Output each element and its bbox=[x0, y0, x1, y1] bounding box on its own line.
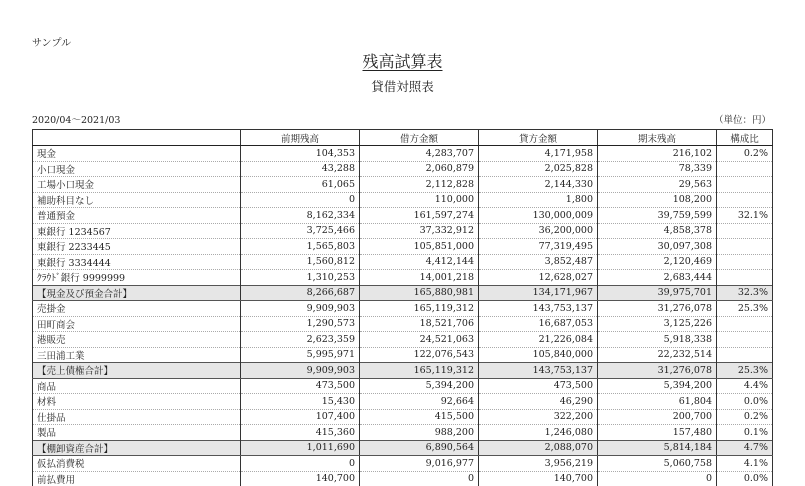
credit-cell: 140,700 bbox=[479, 471, 598, 486]
debit-cell: 24,521,063 bbox=[360, 332, 479, 348]
opening-balance-cell: 8,266,687 bbox=[241, 285, 360, 301]
closing-balance-cell: 39,975,701 bbox=[598, 285, 717, 301]
debit-cell: 0 bbox=[360, 471, 479, 486]
ratio-cell: 0.0% bbox=[717, 394, 773, 410]
account-name: 補助科目なし bbox=[33, 192, 241, 208]
closing-balance-cell: 61,804 bbox=[598, 394, 717, 410]
account-name: 工場小口現金 bbox=[33, 177, 241, 193]
col-header-closing-balance: 期末残高 bbox=[598, 130, 717, 146]
table-row bbox=[33, 394, 773, 410]
account-name: 【棚卸資産合計】 bbox=[33, 440, 241, 456]
closing-balance-cell: 5,918,338 bbox=[598, 332, 717, 348]
ratio-cell bbox=[717, 270, 773, 286]
credit-cell: 12,628,027 bbox=[479, 270, 598, 286]
account-name: 【売上債権合計】 bbox=[33, 363, 241, 379]
account-name: 小口現金 bbox=[33, 161, 241, 177]
closing-balance-cell: 31,276,078 bbox=[598, 363, 717, 379]
debit-cell: 165,119,312 bbox=[360, 301, 479, 317]
table-row bbox=[33, 146, 773, 162]
account-name: 港販売 bbox=[33, 332, 241, 348]
opening-balance-cell: 1,011,690 bbox=[241, 440, 360, 456]
credit-cell: 46,290 bbox=[479, 394, 598, 410]
credit-cell: 134,171,967 bbox=[479, 285, 598, 301]
report-subtitle: 貸借対照表 bbox=[0, 77, 805, 95]
ratio-cell bbox=[717, 177, 773, 193]
closing-balance-cell: 29,563 bbox=[598, 177, 717, 193]
opening-balance-cell: 1,290,573 bbox=[241, 316, 360, 332]
table-body bbox=[33, 146, 773, 486]
table-row bbox=[33, 425, 773, 441]
debit-cell: 14,001,218 bbox=[360, 270, 479, 286]
account-name: 東銀行 3334444 bbox=[33, 254, 241, 270]
ratio-cell: 0.0% bbox=[717, 471, 773, 486]
ratio-cell: 4.7% bbox=[717, 440, 773, 456]
ratio-cell bbox=[717, 223, 773, 239]
credit-cell: 4,171,958 bbox=[479, 146, 598, 162]
opening-balance-cell: 0 bbox=[241, 192, 360, 208]
col-header-account bbox=[33, 130, 241, 146]
debit-cell: 2,112,828 bbox=[360, 177, 479, 193]
debit-cell: 110,000 bbox=[360, 192, 479, 208]
table-row-subtotal bbox=[33, 285, 773, 301]
account-name: 東銀行 1234567 bbox=[33, 223, 241, 239]
table-row bbox=[33, 239, 773, 255]
table-row bbox=[33, 223, 773, 239]
table-row bbox=[33, 301, 773, 317]
table-header bbox=[33, 130, 773, 146]
credit-cell: 1,246,080 bbox=[479, 425, 598, 441]
debit-cell: 122,076,543 bbox=[360, 347, 479, 363]
table-row bbox=[33, 456, 773, 472]
closing-balance-cell: 2,120,469 bbox=[598, 254, 717, 270]
debit-cell: 161,597,274 bbox=[360, 208, 479, 224]
closing-balance-cell: 22,232,514 bbox=[598, 347, 717, 363]
ratio-cell: 0.2% bbox=[717, 146, 773, 162]
credit-cell: 105,840,000 bbox=[479, 347, 598, 363]
credit-cell: 16,687,053 bbox=[479, 316, 598, 332]
closing-balance-cell: 216,102 bbox=[598, 146, 717, 162]
credit-cell: 2,025,828 bbox=[479, 161, 598, 177]
ratio-cell bbox=[717, 332, 773, 348]
debit-cell: 37,332,912 bbox=[360, 223, 479, 239]
opening-balance-cell: 140,700 bbox=[241, 471, 360, 486]
credit-cell: 3,956,219 bbox=[479, 456, 598, 472]
credit-cell: 143,753,137 bbox=[479, 301, 598, 317]
ratio-cell: 25.3% bbox=[717, 301, 773, 317]
closing-balance-cell: 31,276,078 bbox=[598, 301, 717, 317]
report-period: 2020/04～2021/03 bbox=[32, 112, 120, 126]
credit-cell: 2,088,070 bbox=[479, 440, 598, 456]
debit-cell: 165,119,312 bbox=[360, 363, 479, 379]
closing-balance-cell: 5,060,758 bbox=[598, 456, 717, 472]
ratio-cell: 0.1% bbox=[717, 425, 773, 441]
table-row bbox=[33, 347, 773, 363]
ratio-cell bbox=[717, 316, 773, 332]
account-name: 製品 bbox=[33, 425, 241, 441]
company-name: サンプル bbox=[32, 34, 71, 49]
opening-balance-cell: 107,400 bbox=[241, 409, 360, 425]
account-name: 仕掛品 bbox=[33, 409, 241, 425]
debit-cell: 4,283,707 bbox=[360, 146, 479, 162]
closing-balance-cell: 5,814,184 bbox=[598, 440, 717, 456]
col-header-debit: 借方金額 bbox=[360, 130, 479, 146]
opening-balance-cell: 9,909,903 bbox=[241, 301, 360, 317]
account-name: 東銀行 2233445 bbox=[33, 239, 241, 255]
debit-cell: 988,200 bbox=[360, 425, 479, 441]
opening-balance-cell: 473,500 bbox=[241, 378, 360, 394]
account-name: 【現金及び預金合計】 bbox=[33, 285, 241, 301]
ratio-cell bbox=[717, 347, 773, 363]
table-row bbox=[33, 177, 773, 193]
debit-cell: 92,664 bbox=[360, 394, 479, 410]
opening-balance-cell: 43,288 bbox=[241, 161, 360, 177]
col-header-ratio: 構成比 bbox=[717, 130, 773, 146]
account-name: 三田浦工業 bbox=[33, 347, 241, 363]
account-name: 田町商会 bbox=[33, 316, 241, 332]
table-row bbox=[33, 409, 773, 425]
closing-balance-cell: 0 bbox=[598, 471, 717, 486]
currency-unit: （単位：円） bbox=[714, 112, 771, 126]
debit-cell: 165,880,981 bbox=[360, 285, 479, 301]
col-header-opening-balance: 前期残高 bbox=[241, 130, 360, 146]
ratio-cell: 32.1% bbox=[717, 208, 773, 224]
opening-balance-cell: 15,430 bbox=[241, 394, 360, 410]
credit-cell: 36,200,000 bbox=[479, 223, 598, 239]
table-row bbox=[33, 161, 773, 177]
opening-balance-cell: 1,560,812 bbox=[241, 254, 360, 270]
table-row bbox=[33, 192, 773, 208]
account-name: 現金 bbox=[33, 146, 241, 162]
debit-cell: 4,412,144 bbox=[360, 254, 479, 270]
table-row-subtotal bbox=[33, 363, 773, 379]
debit-cell: 2,060,879 bbox=[360, 161, 479, 177]
table-row-subtotal bbox=[33, 440, 773, 456]
ratio-cell bbox=[717, 254, 773, 270]
debit-cell: 9,016,977 bbox=[360, 456, 479, 472]
table-row bbox=[33, 471, 773, 486]
closing-balance-cell: 5,394,200 bbox=[598, 378, 717, 394]
closing-balance-cell: 157,480 bbox=[598, 425, 717, 441]
opening-balance-cell: 104,353 bbox=[241, 146, 360, 162]
credit-cell: 143,753,137 bbox=[479, 363, 598, 379]
credit-cell: 21,226,084 bbox=[479, 332, 598, 348]
credit-cell: 473,500 bbox=[479, 378, 598, 394]
account-name: 前払費用 bbox=[33, 471, 241, 486]
credit-cell: 3,852,487 bbox=[479, 254, 598, 270]
table-row bbox=[33, 316, 773, 332]
table-row bbox=[33, 332, 773, 348]
closing-balance-cell: 108,200 bbox=[598, 192, 717, 208]
ratio-cell: 4.4% bbox=[717, 378, 773, 394]
credit-cell: 322,200 bbox=[479, 409, 598, 425]
opening-balance-cell: 5,995,971 bbox=[241, 347, 360, 363]
credit-cell: 130,000,009 bbox=[479, 208, 598, 224]
ratio-cell: 25.3% bbox=[717, 363, 773, 379]
closing-balance-cell: 200,700 bbox=[598, 409, 717, 425]
debit-cell: 18,521,706 bbox=[360, 316, 479, 332]
closing-balance-cell: 3,125,226 bbox=[598, 316, 717, 332]
closing-balance-cell: 30,097,308 bbox=[598, 239, 717, 255]
table-row bbox=[33, 254, 773, 270]
account-name: 材料 bbox=[33, 394, 241, 410]
table-row bbox=[33, 208, 773, 224]
account-name: 普通預金 bbox=[33, 208, 241, 224]
debit-cell: 6,890,564 bbox=[360, 440, 479, 456]
debit-cell: 105,851,000 bbox=[360, 239, 479, 255]
debit-cell: 5,394,200 bbox=[360, 378, 479, 394]
col-header-credit: 貸方金額 bbox=[479, 130, 598, 146]
ratio-cell: 32.3% bbox=[717, 285, 773, 301]
trial-balance-table bbox=[32, 129, 773, 486]
report-title: 残高試算表 bbox=[0, 49, 805, 72]
opening-balance-cell: 2,623,359 bbox=[241, 332, 360, 348]
credit-cell: 2,144,330 bbox=[479, 177, 598, 193]
credit-cell: 77,319,495 bbox=[479, 239, 598, 255]
credit-cell: 1,800 bbox=[479, 192, 598, 208]
table-row bbox=[33, 270, 773, 286]
closing-balance-cell: 78,339 bbox=[598, 161, 717, 177]
closing-balance-cell: 2,683,444 bbox=[598, 270, 717, 286]
opening-balance-cell: 61,065 bbox=[241, 177, 360, 193]
opening-balance-cell: 415,360 bbox=[241, 425, 360, 441]
closing-balance-cell: 39,759,599 bbox=[598, 208, 717, 224]
ratio-cell bbox=[717, 161, 773, 177]
account-name: 売掛金 bbox=[33, 301, 241, 317]
ratio-cell: 4.1% bbox=[717, 456, 773, 472]
opening-balance-cell: 1,310,253 bbox=[241, 270, 360, 286]
ratio-cell bbox=[717, 192, 773, 208]
table-row bbox=[33, 378, 773, 394]
opening-balance-cell: 1,565,803 bbox=[241, 239, 360, 255]
closing-balance-cell: 4,858,378 bbox=[598, 223, 717, 239]
account-name: 商品 bbox=[33, 378, 241, 394]
ratio-cell bbox=[717, 239, 773, 255]
opening-balance-cell: 3,725,466 bbox=[241, 223, 360, 239]
opening-balance-cell: 9,909,903 bbox=[241, 363, 360, 379]
debit-cell: 415,500 bbox=[360, 409, 479, 425]
ratio-cell: 0.2% bbox=[717, 409, 773, 425]
opening-balance-cell: 0 bbox=[241, 456, 360, 472]
account-name: 仮払消費税 bbox=[33, 456, 241, 472]
opening-balance-cell: 8,162,334 bbox=[241, 208, 360, 224]
account-name: ｸﾗｳﾄﾞ銀行 9999999 bbox=[33, 270, 241, 286]
